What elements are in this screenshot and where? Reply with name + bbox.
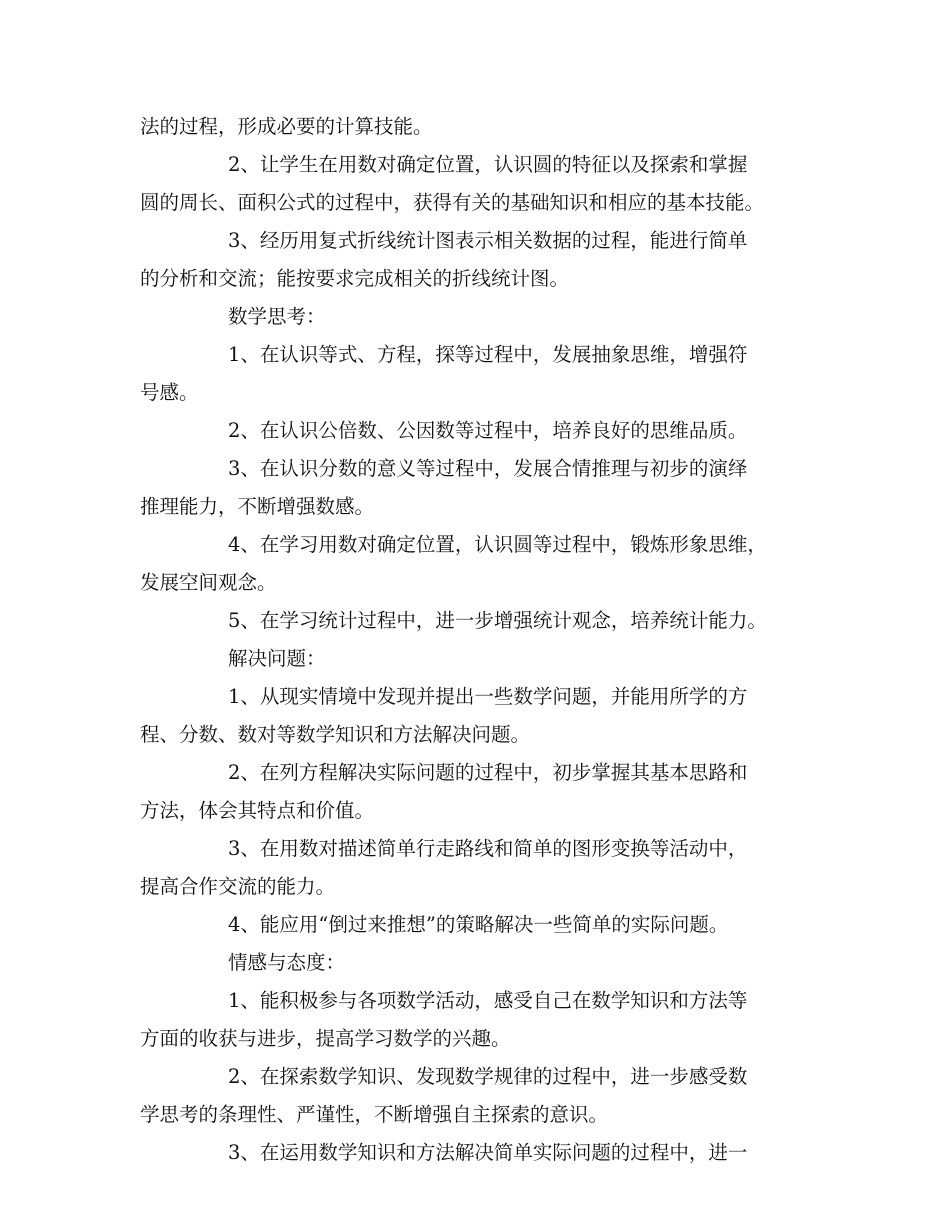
text-line: 3、在运用数学知识和方法解决简单实际问题的过程中，进一	[228, 1141, 748, 1164]
text-line: 3、在认识分数的意义等过程中，发展合情推理与初步的演绎	[228, 457, 748, 480]
text-line: 的分析和交流；能按要求完成相关的折线统计图。	[140, 267, 570, 290]
text-line: 2、让学生在用数对确定位置，认识圆的特征以及探索和掌握	[228, 153, 748, 176]
text-line: 圆的周长、面积公式的过程中，获得有关的基础知识和相应的基本技能。	[140, 191, 765, 214]
text-line: 解决问题：	[228, 647, 326, 670]
text-line: 3、在用数对描述简单行走路线和简单的图形变换等活动中，	[228, 837, 748, 860]
text-line: 数学思考：	[228, 305, 326, 328]
text-line: 4、能应用“倒过来推想”的策略解决一些简单的实际问题。	[228, 913, 729, 936]
text-line: 1、能积极参与各项数学活动，感受自己在数学知识和方法等	[228, 989, 748, 1012]
text-line: 提高合作交流的能力。	[140, 875, 336, 898]
text-line: 1、在认识等式、方程，探等过程中，发展抽象思维，增强符	[228, 343, 748, 366]
text-line: 2、在认识公倍数、公因数等过程中，培养良好的思维品质。	[228, 419, 748, 442]
text-line: 发展空间观念。	[140, 571, 277, 594]
text-line: 法的过程，形成必要的计算技能。	[140, 115, 433, 138]
text-line: 5、在学习统计过程中，进一步增强统计观念，培养统计能力。	[228, 609, 767, 632]
text-line: 号感。	[140, 381, 199, 404]
text-line: 推理能力，不断增强数感。	[140, 495, 375, 518]
text-line: 情感与态度：	[228, 951, 346, 974]
text-line: 方面的收获与进步，提高学习数学的兴趣。	[140, 1027, 511, 1050]
text-line: 方法，体会其特点和价值。	[140, 799, 375, 822]
text-line: 3、经历用复式折线统计图表示相关数据的过程，能进行简单	[228, 229, 748, 252]
text-line: 2、在探索数学知识、发现数学规律的过程中，进一步感受数	[228, 1065, 748, 1088]
text-line: 1、从现实情境中发现并提出一些数学问题，并能用所学的方	[228, 685, 748, 708]
text-line: 程、分数、数对等数学知识和方法解决问题。	[140, 723, 531, 746]
text-line: 学思考的条理性、严谨性，不断增强自主探索的意识。	[140, 1103, 609, 1126]
text-line: 4、在学习用数对确定位置，认识圆等过程中，锻炼形象思维，	[228, 533, 767, 556]
text-line: 2、在列方程解决实际问题的过程中，初步掌握其基本思路和	[228, 761, 748, 784]
